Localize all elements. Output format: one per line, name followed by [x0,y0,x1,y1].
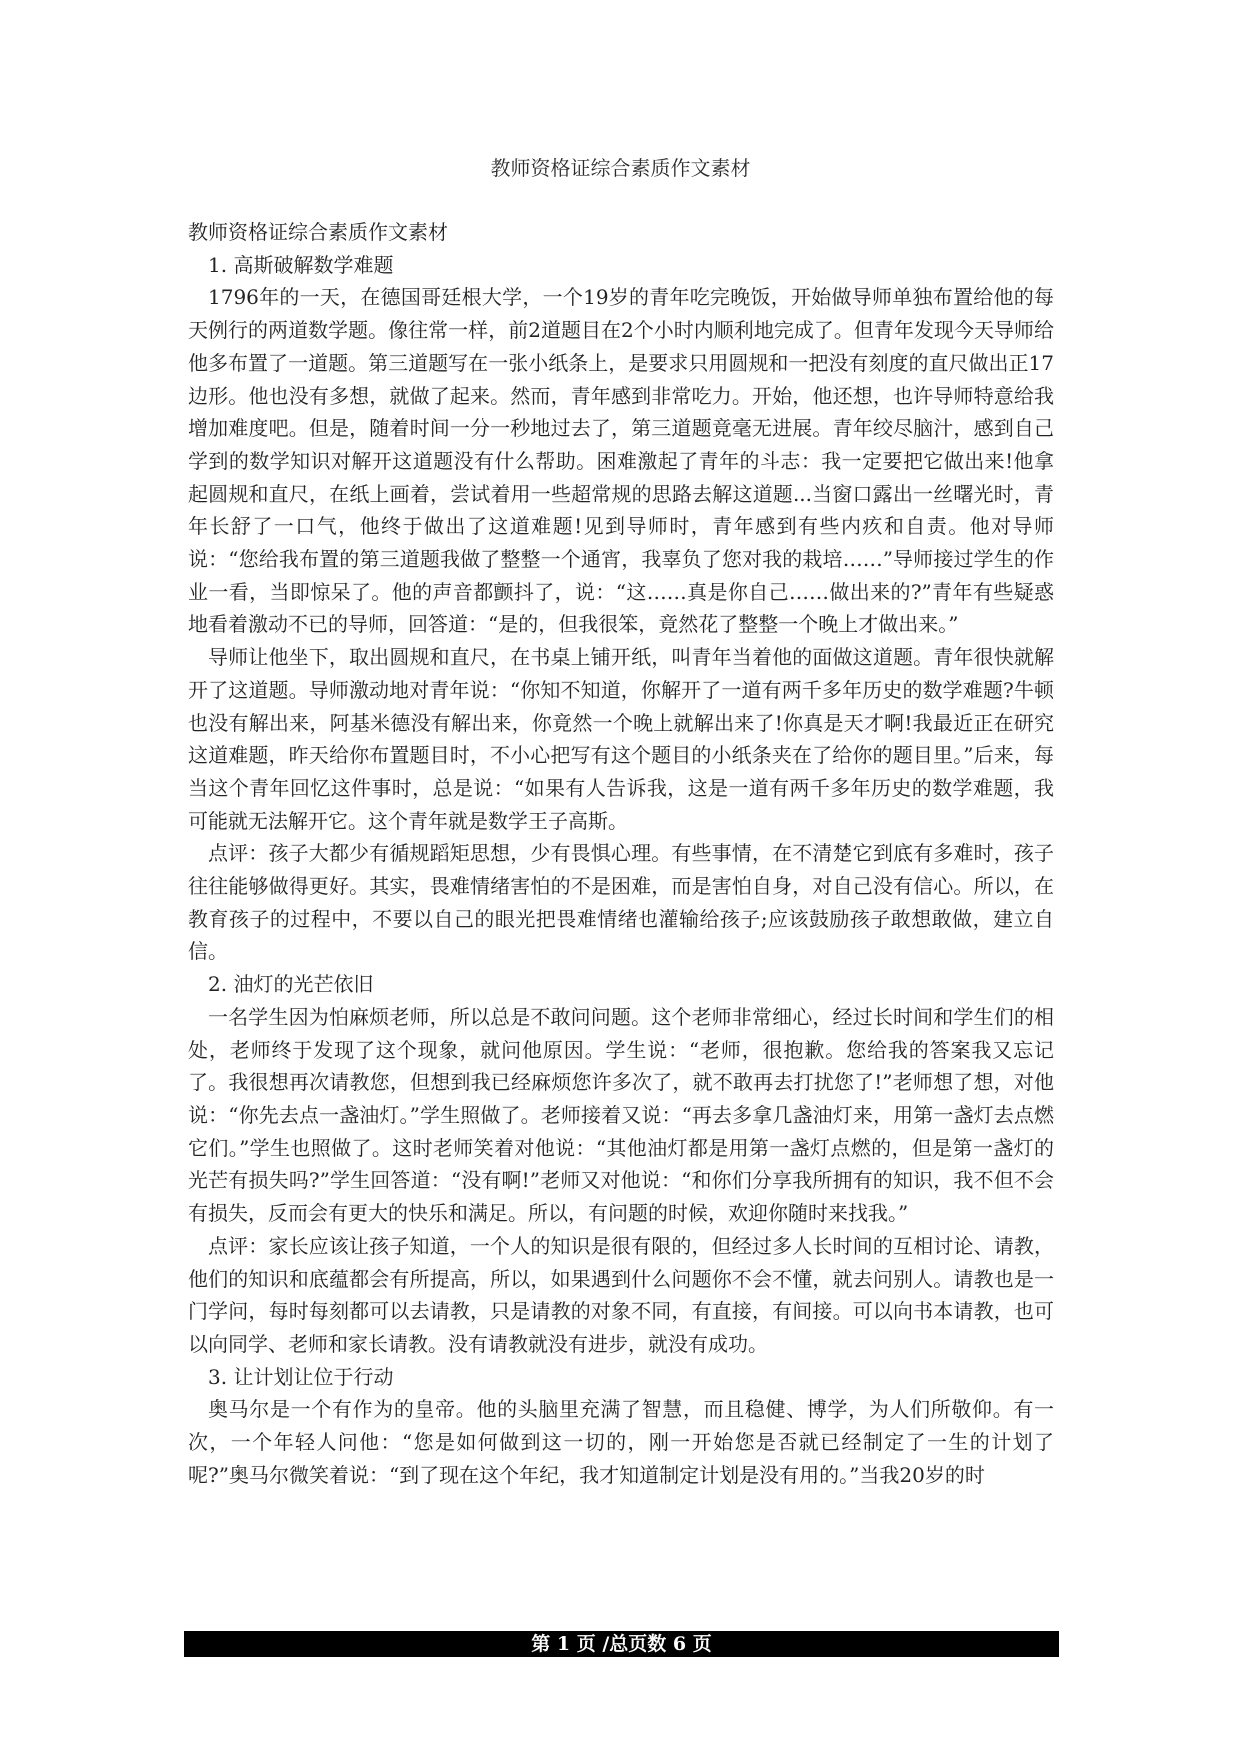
paragraph: 导师让他坐下，取出圆规和直尺，在书桌上铺开纸，叫青年当着他的面做这道题。青年很快就解开了这道题。导师激动地对青年说：“你知不知道，你解开了一道有两千多年历史的数学难题?牛顿也没有解出来，阿基米德没有解出来，你竟然一个晚上就解出来了!你真是天才啊!我最近正在研究这道难题，昨天给你布置题目时，不小心把写有这个题目的小纸条夹在了给你的题目里。”后来，每当这个青年回忆这件事时，总是说：“如果有人告诉我，这是一道有两千多年历史的数学难题，我可能就无法解开它。这个青年就是数学王子高斯。 [188,645,1054,833]
footer-bar [184,1631,1059,1657]
section-heading: 1. 高斯破解数学难题 [208,252,394,277]
section-heading: 3. 让计划让位于行动 [208,1364,394,1389]
paragraph: 点评：家长应该让孩子知道，一个人的知识是很有限的，但经过多人长时间的互相讨论、请教，他们的知识和底蕴都会有所提高，所以，如果遇到什么问题你不会不懂，就去问别人。请教也是一门学问，每时每刻都可以去请教，只是请教的对象不同，有直接，有间接。可以向书本请教，也可以向同学、老师和家长请教。没有请教就没有进步，就没有成功。 [188,1233,1054,1356]
document-body [188,216,1054,1491]
document-title: 教师资格证综合素质作文素材 [490,156,751,180]
paragraph: 奥马尔是一个有作为的皇帝。他的头脑里充满了智慧，而且稳健、博学，为人们所敬仰。有一次，一个年轻人问他：“您是如何做到这一切的，刚一开始您是否就已经制定了一生的计划了呢?”奥马尔微笑着说：“到了现在这个年纪，我才知道制定计划是没有用的。”当我20岁的时 [188,1397,1054,1487]
document-heading: 教师资格证综合素质作文素材 [188,220,448,244]
paragraph: 点评：孩子大都少有循规蹈矩思想，少有畏惧心理。有些事情，在不清楚它到底有多难时，孩子往往能够做得更好。其实，畏难情绪害怕的不是困难，而是害怕自身，对自己没有信心。所以，在教育孩子的过程中，不要以自己的眼光把畏难情绪也灌输给孩子;应该鼓励孩子敢想敢做，建立自信。 [188,841,1054,964]
paragraph: 1796年的一天，在德国哥廷根大学，一个19岁的青年吃完晚饭，开始做导师单独布置给他的每天例行的两道数学题。像往常一样，前2道题目在2个小时内顺利地完成了。但青年发现今天导师给他多布置了一道题。第三道题写在一张小纸条上，是要求只用圆规和一把没有刻度的直尺做出正17边形。他也没有多想，就做了起来。然而，青年感到非常吃力。开始，他还想，也许导师特意给我增加难度吧。但是，随着时间一分一秒地过去了，第三道题竟毫无进展。青年绞尽脑汁，感到自己学到的数学知识对解开这道题没有什么帮助。困难激起了青年的斗志：我一定要把它做出来!他拿起圆规和直尺，在纸上画着，尝试着用一些超常规的思路去解这道题...当窗口露出一丝曙光时，青年长舒了一口气，他终于做出了这道难题!见到导师时，青年感到有些内疚和自责。他对导师说：“您给我布置的第三道题我做了整整一个通宵，我辜负了您对我的栽培……”导师接过学生的作业一看，当即惊呆了。他的声音都颤抖了，说：“这……真是你自己……做出来的?”青年有些疑惑地看着激动不已的导师，回答道：“是的，但我很笨，竟然花了整整一个晚上才做出来。” [188,285,1054,637]
section-heading: 2. 油灯的光芒依旧 [208,972,374,997]
page-number-label: 第 1 页 /总页数 6 页 [531,1633,712,1655]
paragraph: 一名学生因为怕麻烦老师，所以总是不敢问问题。这个老师非常细心，经过长时间和学生们的相处，老师终于发现了这个现象，就问他原因。学生说：“老师，很抱歉。您给我的答案我又忘记了。我很想再次请教您，但想到我已经麻烦您许多次了，就不敢再去打扰您了!”老师想了想，对他说：“你先去点一盏油灯。”学生照做了。老师接着又说：“再去多拿几盏油灯来，用第一盏灯去点燃它们。”学生也照做了。这时老师笑着对他说：“其他油灯都是用第一盏灯点燃的，但是第一盏灯的光芒有损失吗?”学生回答道：“没有啊!”老师又对他说：“和你们分享我所拥有的知识，我不但不会有损失，反而会有更大的快乐和满足。所以，有问题的时候，欢迎你随时来找我。” [188,1004,1054,1226]
